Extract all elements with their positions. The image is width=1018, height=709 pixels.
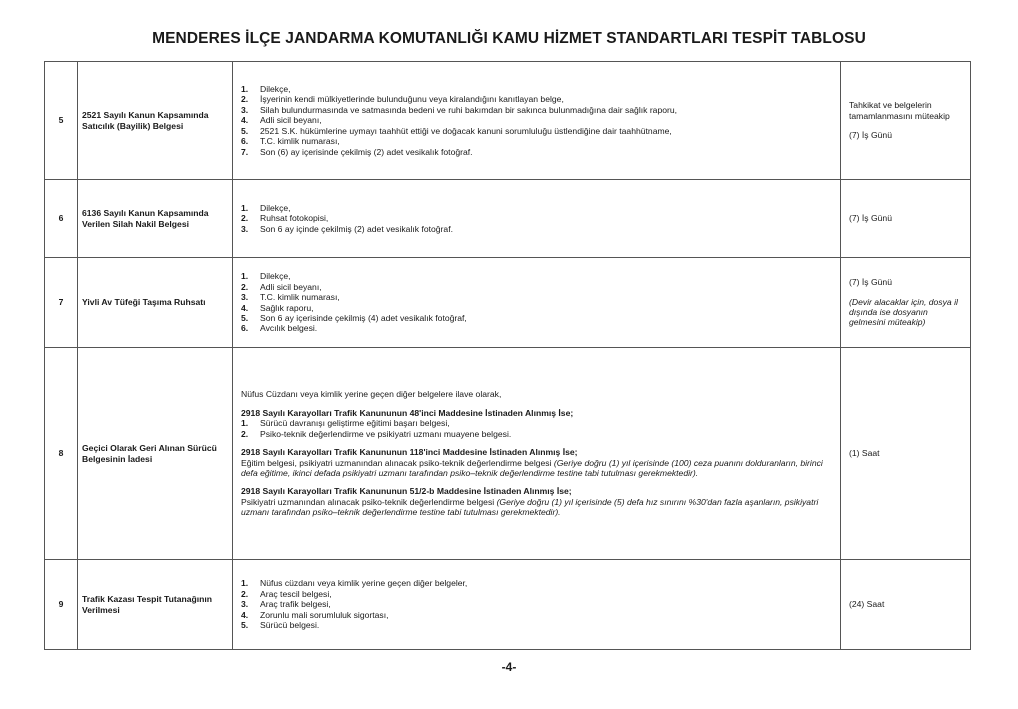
item-text: T.C. kimlik numarası, (260, 292, 340, 303)
table-row (45, 560, 971, 650)
row-number: 6 (45, 180, 78, 258)
item-number: 2. (241, 588, 249, 599)
section-body: Psikiyatri uzmanından alınacak psiko-teknik değerlendirme belgesi (241, 496, 495, 507)
list-item (241, 429, 832, 439)
completion-time (841, 560, 971, 650)
row-number: 7 (45, 258, 78, 348)
required-documents (233, 560, 841, 650)
section-text (241, 458, 832, 479)
list-item (241, 589, 832, 599)
article-51-section (241, 486, 832, 517)
section-note: (Geriye doğru (1) yıl içerisinde (100) ceza puanını dolduranların, birinci defa eğitime, ikinci defada psikiyatri uzmanı tarafından psiko–teknik değerlendirme testine tabi tutulması gerekmektedir). (241, 457, 823, 478)
item-text: Sürücü davranışı geliştirme eğitimi başarı belgesi, (260, 418, 450, 429)
duration-value: (7) İş Günü (849, 213, 892, 224)
section-heading: 2918 Sayılı Karayolları Trafik Kanununun 51/2-b Maddesine İstinaden Alınmış İse; (241, 486, 572, 497)
list-item (241, 620, 832, 630)
document-list (241, 418, 832, 439)
item-number: 2. (241, 94, 249, 105)
item-text: Adli sicil beyanı, (260, 281, 322, 292)
duration-value: (1) Saat (849, 448, 880, 459)
list-item (241, 224, 832, 234)
item-number: 4. (241, 609, 249, 620)
list-item (241, 94, 832, 104)
table-row (45, 258, 971, 348)
list-item (241, 126, 832, 136)
item-number: 5. (241, 312, 249, 323)
list-item (241, 292, 832, 302)
list-item (241, 105, 832, 115)
item-number: 7. (241, 146, 249, 157)
item-number: 6. (241, 323, 249, 334)
item-number: 5. (241, 125, 249, 136)
list-item (241, 84, 832, 94)
row-number: 5 (45, 62, 78, 180)
row-number: 8 (45, 348, 78, 560)
table-row (45, 62, 971, 180)
item-number: 1. (241, 418, 249, 429)
list-item (241, 610, 832, 620)
list-item (241, 271, 832, 281)
list-item (241, 213, 832, 223)
list-item (241, 115, 832, 125)
item-text: Dilekçe, (260, 202, 291, 213)
completion-time (841, 62, 971, 180)
list-item (241, 323, 832, 333)
required-documents (233, 348, 841, 560)
item-text: Sağlık raporu, (260, 302, 314, 313)
list-item (241, 599, 832, 609)
item-number: 2. (241, 213, 249, 224)
item-text: Sürücü belgesi. (260, 620, 320, 631)
item-text: Silah bulundurmasında ve satmasında bedeni ve ruhi bakımdan bir sakınca bulunmadığına dair sağlık raporu, (260, 104, 678, 115)
article-48-section (241, 408, 832, 439)
service-name: 6136 Sayılı Kanun Kapsamında Verilen Silah Nakil Belgesi (78, 180, 233, 258)
item-text: Ruhsat fotokopisi, (260, 213, 329, 224)
duration-value: (7) İş Günü (849, 130, 892, 141)
item-text: T.C. kimlik numarası, (260, 136, 340, 147)
item-text: Psiko-teknik değerlendirme ve psikiyatri uzmanı muayene belgesi. (260, 428, 512, 439)
list-item (241, 282, 832, 292)
duration-value: (24) Saat (849, 599, 885, 610)
item-text: Dilekçe, (260, 271, 291, 282)
service-name: 2521 Sayılı Kanun Kapsamında Satıcılık (Bayilik) Belgesi (78, 62, 233, 180)
table-row (45, 348, 971, 560)
item-text: Dilekçe, (260, 84, 291, 95)
item-text: 2521 S.K. hükümlerine uymayı taahhüt ettiği ve doğacak kanuni sorumluluğu üstlendiğine dair taahhütname, (260, 125, 672, 136)
item-text: Nüfus cüzdanı veya kimlik yerine geçen diğer belgeler, (260, 578, 468, 589)
item-number: 6. (241, 136, 249, 147)
section-heading: 2918 Sayılı Karayolları Trafik Kanununun 48'inci Maddesine İstinaden Alınmış İse; (241, 407, 574, 418)
section-text (241, 497, 832, 518)
completion-time (841, 258, 971, 348)
duration-value: (7) İş Günü (849, 277, 892, 288)
item-number: 1. (241, 271, 249, 282)
service-name: Trafik Kazası Tespit Tutanağının Verilmesi (78, 560, 233, 650)
item-number: 4. (241, 302, 249, 313)
row-number: 9 (45, 560, 78, 650)
item-number: 3. (241, 292, 249, 303)
item-text: Adli sicil beyanı, (260, 115, 322, 126)
list-item (241, 418, 832, 428)
item-number: 1. (241, 84, 249, 95)
service-name: Yivli Av Tüfeği Taşıma Ruhsatı (78, 258, 233, 348)
item-text: İşyerinin kendi mülkiyetlerinde bulunduğunu veya kiralandığını kanıtlayan belge, (260, 94, 564, 105)
page-title: MENDERES İLÇE JANDARMA KOMUTANLIĞI KAMU HİZMET STANDARTLARI TESPİT TABLOSU (152, 30, 866, 47)
required-documents (233, 62, 841, 180)
item-number: 1. (241, 578, 249, 589)
completion-time (841, 348, 971, 560)
list-item (241, 136, 832, 146)
duration-note: (Devir alacaklar için, dosya il dışında ise dosyanın gelmesini müteakip) (849, 296, 958, 328)
list-item (241, 147, 832, 157)
page-number: -4- (501, 660, 517, 674)
table-row (45, 180, 971, 258)
item-number: 3. (241, 599, 249, 610)
item-number: 2. (241, 428, 249, 439)
item-text: Son (6) ay içerisinde çekilmiş (2) adet vesikalık fotoğraf. (260, 146, 473, 157)
item-number: 3. (241, 223, 249, 234)
list-item (241, 303, 832, 313)
item-text: Son 6 ay içinde çekilmiş (2) adet vesikalık fotoğraf. (260, 223, 453, 234)
section-note: (Geriye doğru (1) yıl içerisinde (5) defa hız sınırını %30'dan fazla aşanların, psikiyatri uzmanı tarafından psiko–teknik değerlendirme testine tabi tutulması gerekmektedir). (241, 496, 819, 518)
document-list (241, 271, 832, 333)
item-number: 2. (241, 281, 249, 292)
completion-time (841, 180, 971, 258)
list-item (241, 313, 832, 323)
item-text: Avcılık belgesi. (260, 323, 318, 334)
item-text: Araç tescil belgesi, (260, 588, 332, 599)
document-list (241, 203, 832, 234)
duration-condition: Tahkikat ve belgelerin tamamlanmasını müteakip (849, 100, 950, 121)
required-documents (233, 180, 841, 258)
item-text: Araç trafik belgesi, (260, 599, 331, 610)
item-number: 4. (241, 115, 249, 126)
service-name: Geçici Olarak Geri Alınan Sürücü Belgesinin İadesi (78, 348, 233, 560)
list-item (241, 578, 832, 588)
required-documents (233, 258, 841, 348)
document-list (241, 84, 832, 157)
section-heading: 2918 Sayılı Karayolları Trafik Kanununun 118'inci Maddesine İstinaden Alınmış İse; (241, 447, 578, 458)
document-list (241, 578, 832, 630)
item-text: Son 6 ay içerisinde çekilmiş (4) adet vesikalık fotoğraf, (260, 312, 467, 323)
list-item (241, 203, 832, 213)
article-118-section (241, 447, 832, 478)
item-text: Zorunlu mali sorumluluk sigortası, (260, 609, 389, 620)
intro-text: Nüfus Cüzdanı veya kimlik yerine geçen diğer belgelere ilave olarak, (241, 389, 502, 400)
section-body: Eğitim belgesi, psikiyatri uzmanından alınacak psiko-teknik değerlendirme belgesi (241, 457, 552, 468)
item-number: 1. (241, 202, 249, 213)
item-number: 5. (241, 620, 249, 631)
service-standards-table (44, 61, 971, 650)
item-number: 3. (241, 104, 249, 115)
